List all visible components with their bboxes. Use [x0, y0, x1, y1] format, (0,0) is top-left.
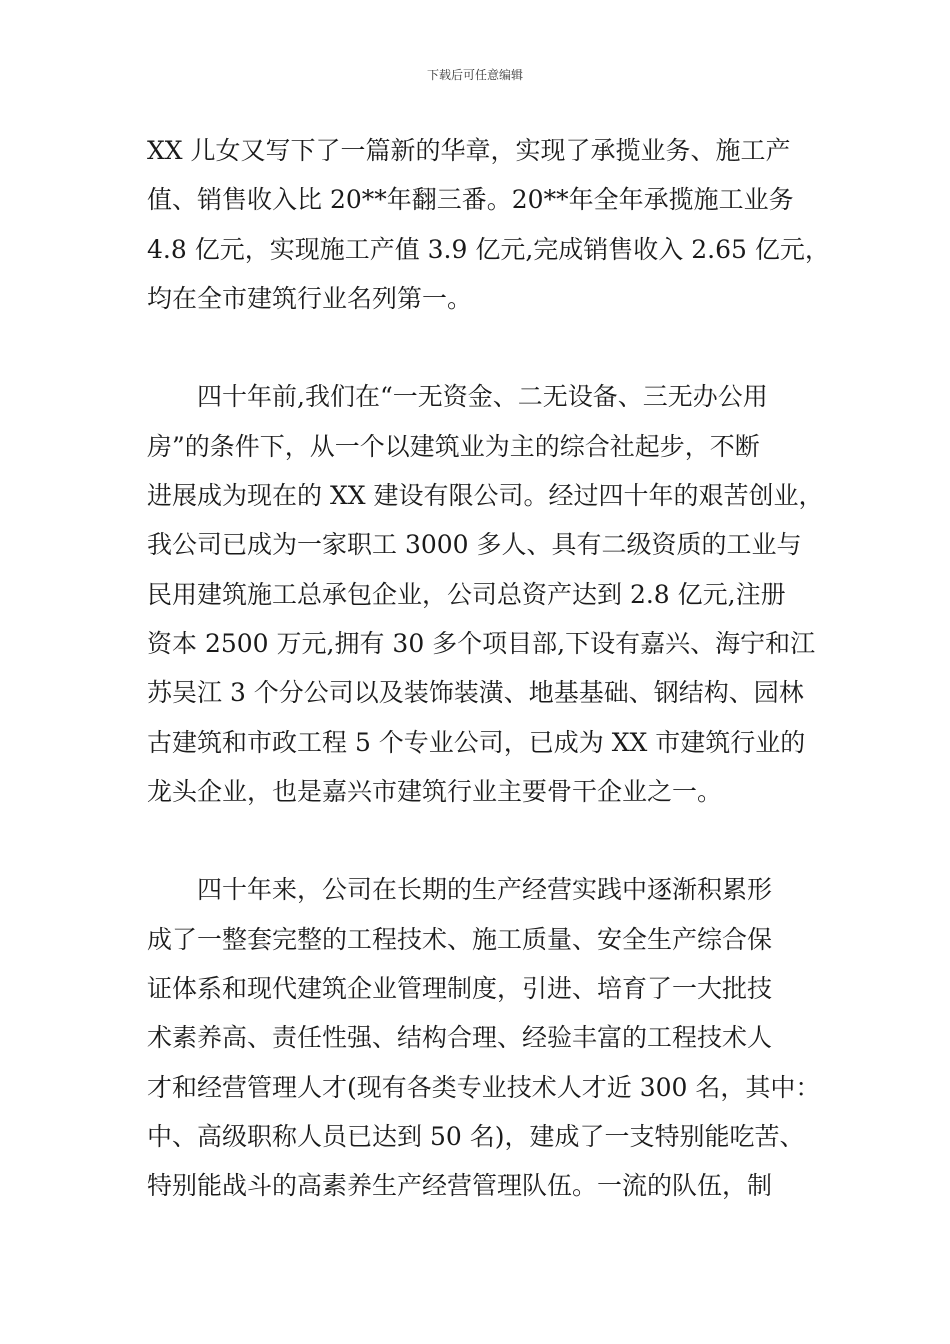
text-line: 才和经营管理人才(现有各类专业技术人才近 300 名，其中：	[147, 1072, 821, 1102]
text-line: 苏吴江 3 个分公司以及装饰装潢、地基基础、钢结构、园林	[147, 678, 804, 708]
text-line: 值、销售收入比 20**年翻三番。20**年全年承揽施工业务	[147, 185, 794, 215]
text-line: 资本 2500 万元,拥有 30 多个项目部,下设有嘉兴、海宁和江	[147, 628, 816, 658]
text-line: 进展成为现在的 XX 建设有限公司。经过四十年的艰苦创业，	[147, 481, 824, 511]
paragraph-2	[147, 372, 837, 816]
text-line: 古建筑和市政工程 5 个专业公司，已成为 XX 市建筑行业的	[147, 727, 806, 757]
paragraph-3	[147, 865, 837, 1210]
paragraph-1	[147, 126, 837, 323]
text-line: 四十年来，公司在长期的生产经营实践中逐渐积累形	[197, 875, 773, 905]
text-line: 术素养高、责任性强、结构合理、经验丰富的工程技术人	[147, 1023, 773, 1053]
text-line: 特别能战斗的高素养生产经营管理队伍。一流的队伍，制	[147, 1171, 773, 1201]
paragraph-gap	[147, 816, 837, 865]
paragraph-gap	[147, 323, 837, 372]
text-line: 民用建筑施工总承包企业，公司总资产达到 2.8 亿元,注册	[147, 579, 786, 609]
text-line: 我公司已成为一家职工 3000 多人、具有二级资质的工业与	[147, 530, 802, 560]
text-line: 中、高级职称人员已达到 50 名)，建成了一支特别能吃苦、	[147, 1121, 805, 1151]
text-line: 均在全市建筑行业名列第一。	[147, 283, 473, 313]
text-line: 证体系和现代建筑企业管理制度，引进、培育了一大批技	[147, 974, 773, 1004]
text-line: 四十年前,我们在“一无资金、二无设备、三无办公用	[197, 382, 768, 412]
text-line: 成了一整套完整的工程技术、施工质量、安全生产综合保	[147, 924, 773, 954]
text-line: 4.8 亿元，实现施工产值 3.9 亿元,完成销售收入 2.65 亿元，	[147, 234, 830, 264]
document-body	[147, 126, 837, 1211]
page-header: 下载后可任意编辑	[426, 68, 523, 82]
text-line: 房”的条件下，从一个以建筑业为主的综合社起步，不断	[147, 431, 760, 461]
text-line: 龙头企业，也是嘉兴市建筑行业主要骨干企业之一。	[147, 776, 723, 806]
text-line: XX 儿女又写下了一篇新的华章，实现了承揽业务、施工产	[147, 136, 791, 165]
